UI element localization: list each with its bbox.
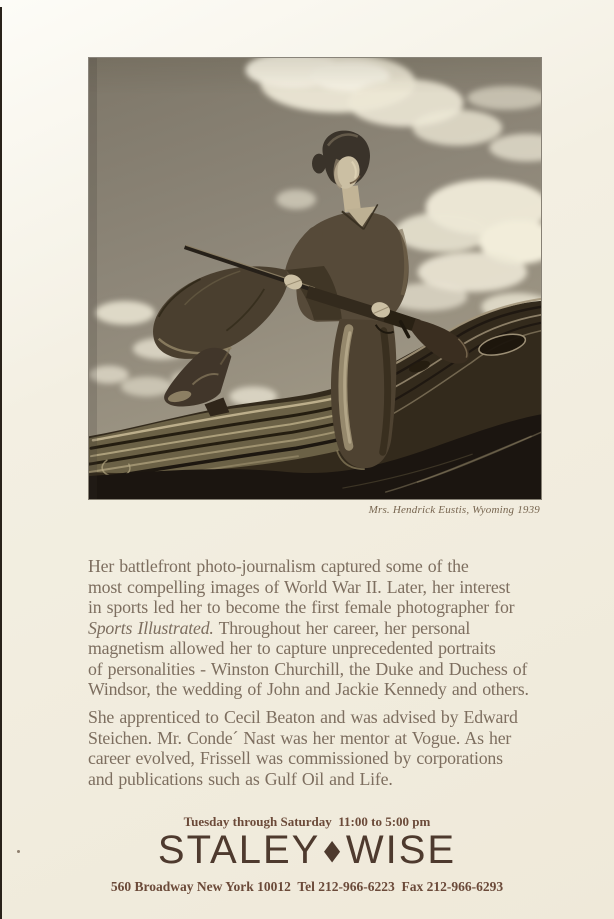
text-line: in sports led her to become the first female photographer for [88,597,515,617]
text-line: Sports Illustrated. Throughout her career, her personal [88,617,471,638]
text-line: Steichen. Mr. Conde´ Nast was her mentor at Vogue. As her [88,727,512,748]
photo-image [89,58,541,499]
text-line: most compelling images of World War II. Later, her interest [88,576,511,597]
logo-text-right: WISE [345,828,457,872]
gallery-hours: Tuesday through Saturday 11:00 to 5:00 pm [183,814,431,829]
body-paragraph-1 [88,556,568,700]
logo-text-left: STALEY [157,828,321,872]
text-line: She apprenticed to Cecil Beaton and was advised by Edward [88,707,518,727]
photo-caption: Mrs. Hendrick Eustis, Wyoming 1939 [368,504,540,516]
text-line: Her battlefront photo-journalism captured some of the [88,556,469,576]
text-line: career evolved, Frissell was commissioned by corporations [88,748,503,768]
gallery-logo [0,830,614,874]
text-line: of personalities - Winston Churchill, the Duke and Duchess of [88,658,528,679]
photo-vignette-top [89,58,541,94]
photo-vignette-left [89,58,97,499]
photograph-frame [88,57,542,500]
scan-edge-line [0,7,2,919]
gallery-address: 560 Broadway New York 10012 Tel 212-966-6223 Fax 212-966-6293 [110,879,504,894]
body-paragraph-2 [88,707,568,789]
diamond-icon: ◆ [324,834,342,865]
text-line: and publications such as Gulf Oil and Life. [88,768,393,789]
text-line: Windsor, the wedding of John and Jackie Kennedy and others. [88,679,529,699]
text-line: magnetism allowed her to capture unprecedented portraits [88,638,496,658]
